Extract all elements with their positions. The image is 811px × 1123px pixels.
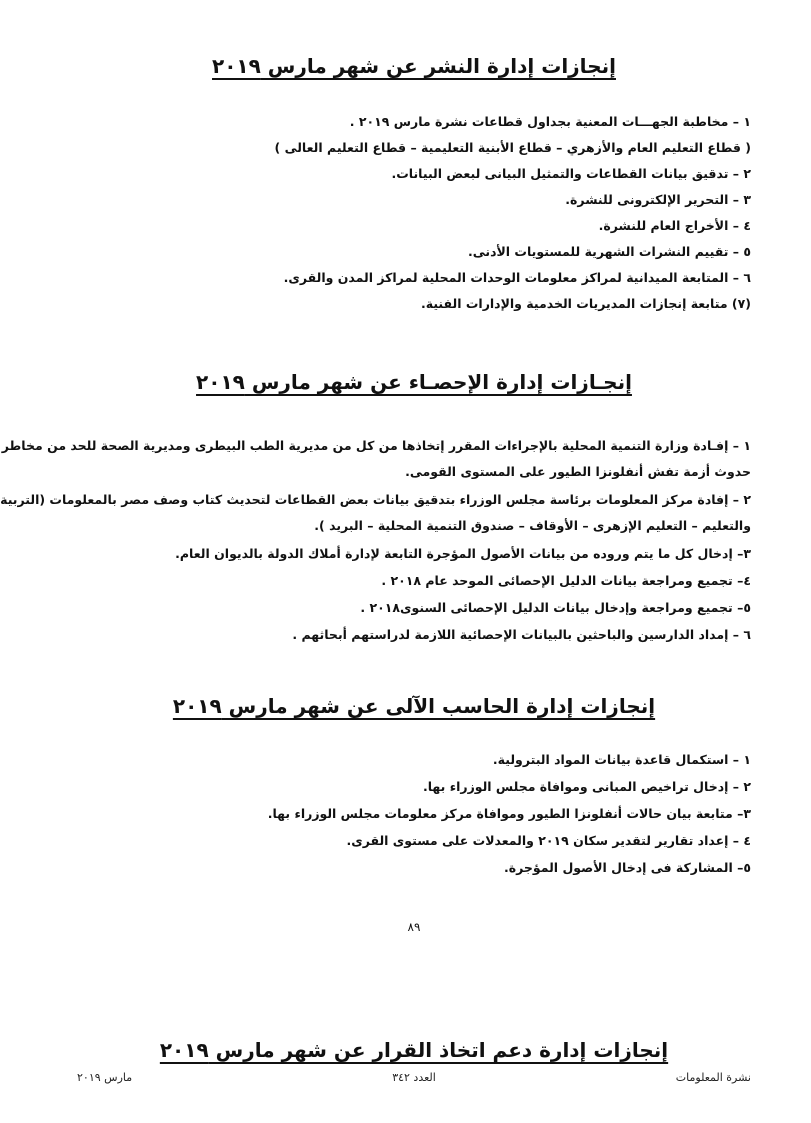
list-item: ٣ – التحرير الإلكترونى للنشرة. bbox=[565, 192, 751, 207]
list-item: ٦ – إمداد الدارسين والباحثين بالبيانات الإحصائية اللازمة لدراستهم أبحاثهم . bbox=[292, 627, 751, 642]
list-item: ٤– تجميع ومراجعة بيانات الدليل الإحصائى الموحد عام ٢٠١٨ . bbox=[381, 573, 751, 588]
footer-issue-number: العدد ٣٤٢ bbox=[392, 1071, 436, 1084]
section-2-title: إنجـازات إدارة الإحصـاء عن شهر مارس ٢٠١٩ bbox=[196, 370, 632, 394]
footer-date: مارس ٢٠١٩ bbox=[77, 1071, 133, 1084]
list-item: (٧) متابعة إنجازات المديريات الخدمية والإدارات الفنية. bbox=[420, 296, 751, 311]
list-item: ( قطاع التعليم العام والأزهري – قطاع الأبنية التعليمية – قطاع التعليم العالى ) bbox=[274, 140, 751, 155]
section-3-title: إنجازات إدارة الحاسب الآلى عن شهر مارس ٢٠١٩ bbox=[172, 694, 656, 718]
list-item: حدوث أزمة تفش أنفلونزا الطيور على المستوى القومى. bbox=[405, 464, 751, 479]
list-item: ٢ – إفادة مركز المعلومات برئاسة مجلس الوزراء بتدقيق بيانات بعض القطاعات لتحديث كتاب وصف مصر بالمعلومات (التربية bbox=[0, 492, 751, 507]
section-3-list bbox=[77, 752, 751, 887]
section-1-list bbox=[77, 114, 751, 322]
section-4-title: إنجازات إدارة دعم اتخاذ القرار عن شهر مارس ٢٠١٩ bbox=[159, 1038, 669, 1062]
list-item: ٥– تجميع ومراجعة وإدخال بيانات الدليل الإحصائى السنوى٢٠١٨ . bbox=[360, 600, 751, 615]
list-item: ٢ – إدخال تراخيص المبانى وموافاة مجلس الوزراء بها. bbox=[422, 779, 751, 794]
list-item: ١ – مخاطبة الجهـــات المعنية بجداول قطاعات نشرة مارس ٢٠١٩ . bbox=[349, 114, 751, 129]
page-footer bbox=[77, 1071, 751, 1087]
list-item: ٦ – المتابعة الميدانية لمراكز معلومات الوحدات المحلية لمراكز المدن والقرى. bbox=[283, 270, 751, 285]
list-item: ٥ – تقييم النشرات الشهرية للمستويات الأدنى. bbox=[467, 244, 751, 259]
list-item: ١ – إفـادة وزارة التنمية المحلية بالإجراءات المقرر إتخاذها من كل من مديرية الطب البيطرى ومديرية الصحة للحد من مخاطر bbox=[1, 438, 751, 453]
list-item: والتعليم – التعليم الإزهرى – الأوقاف – صندوق التنمية المحلية – البريد ). bbox=[314, 518, 751, 533]
page-number: ٨٩ bbox=[407, 920, 421, 934]
list-item: ٥– المشاركة فى إدخال الأصول المؤجرة. bbox=[503, 860, 751, 875]
list-item: ٣– إدخال كل ما يتم وروده من بيانات الأصول المؤجرة التابعة لإدارة أملاك الدولة بالديوان العام. bbox=[175, 546, 751, 561]
footer-publication-name: نشرة المعلومات bbox=[675, 1071, 751, 1084]
list-item: ٢ – تدقيق بيانات القطاعات والتمثيل البيانى لبعض البيانات. bbox=[391, 166, 751, 181]
section-2-list bbox=[0, 438, 751, 654]
list-item: ٤ – الأخراج العام للنشرة. bbox=[598, 218, 751, 233]
list-item: ٤ – إعداد تقارير لتقدير سكان ٢٠١٩ والمعدلات على مستوى القرى. bbox=[346, 833, 751, 848]
list-item: ١ – استكمال قاعدة بيانات المواد البترولية. bbox=[492, 752, 751, 767]
list-item: ٣– متابعة بيان حالات أنفلونزا الطيور وموافاة مركز معلومات مجلس الوزراء بها. bbox=[267, 806, 751, 821]
section-1-title: إنجازات إدارة النشر عن شهر مارس ٢٠١٩ bbox=[212, 54, 616, 78]
